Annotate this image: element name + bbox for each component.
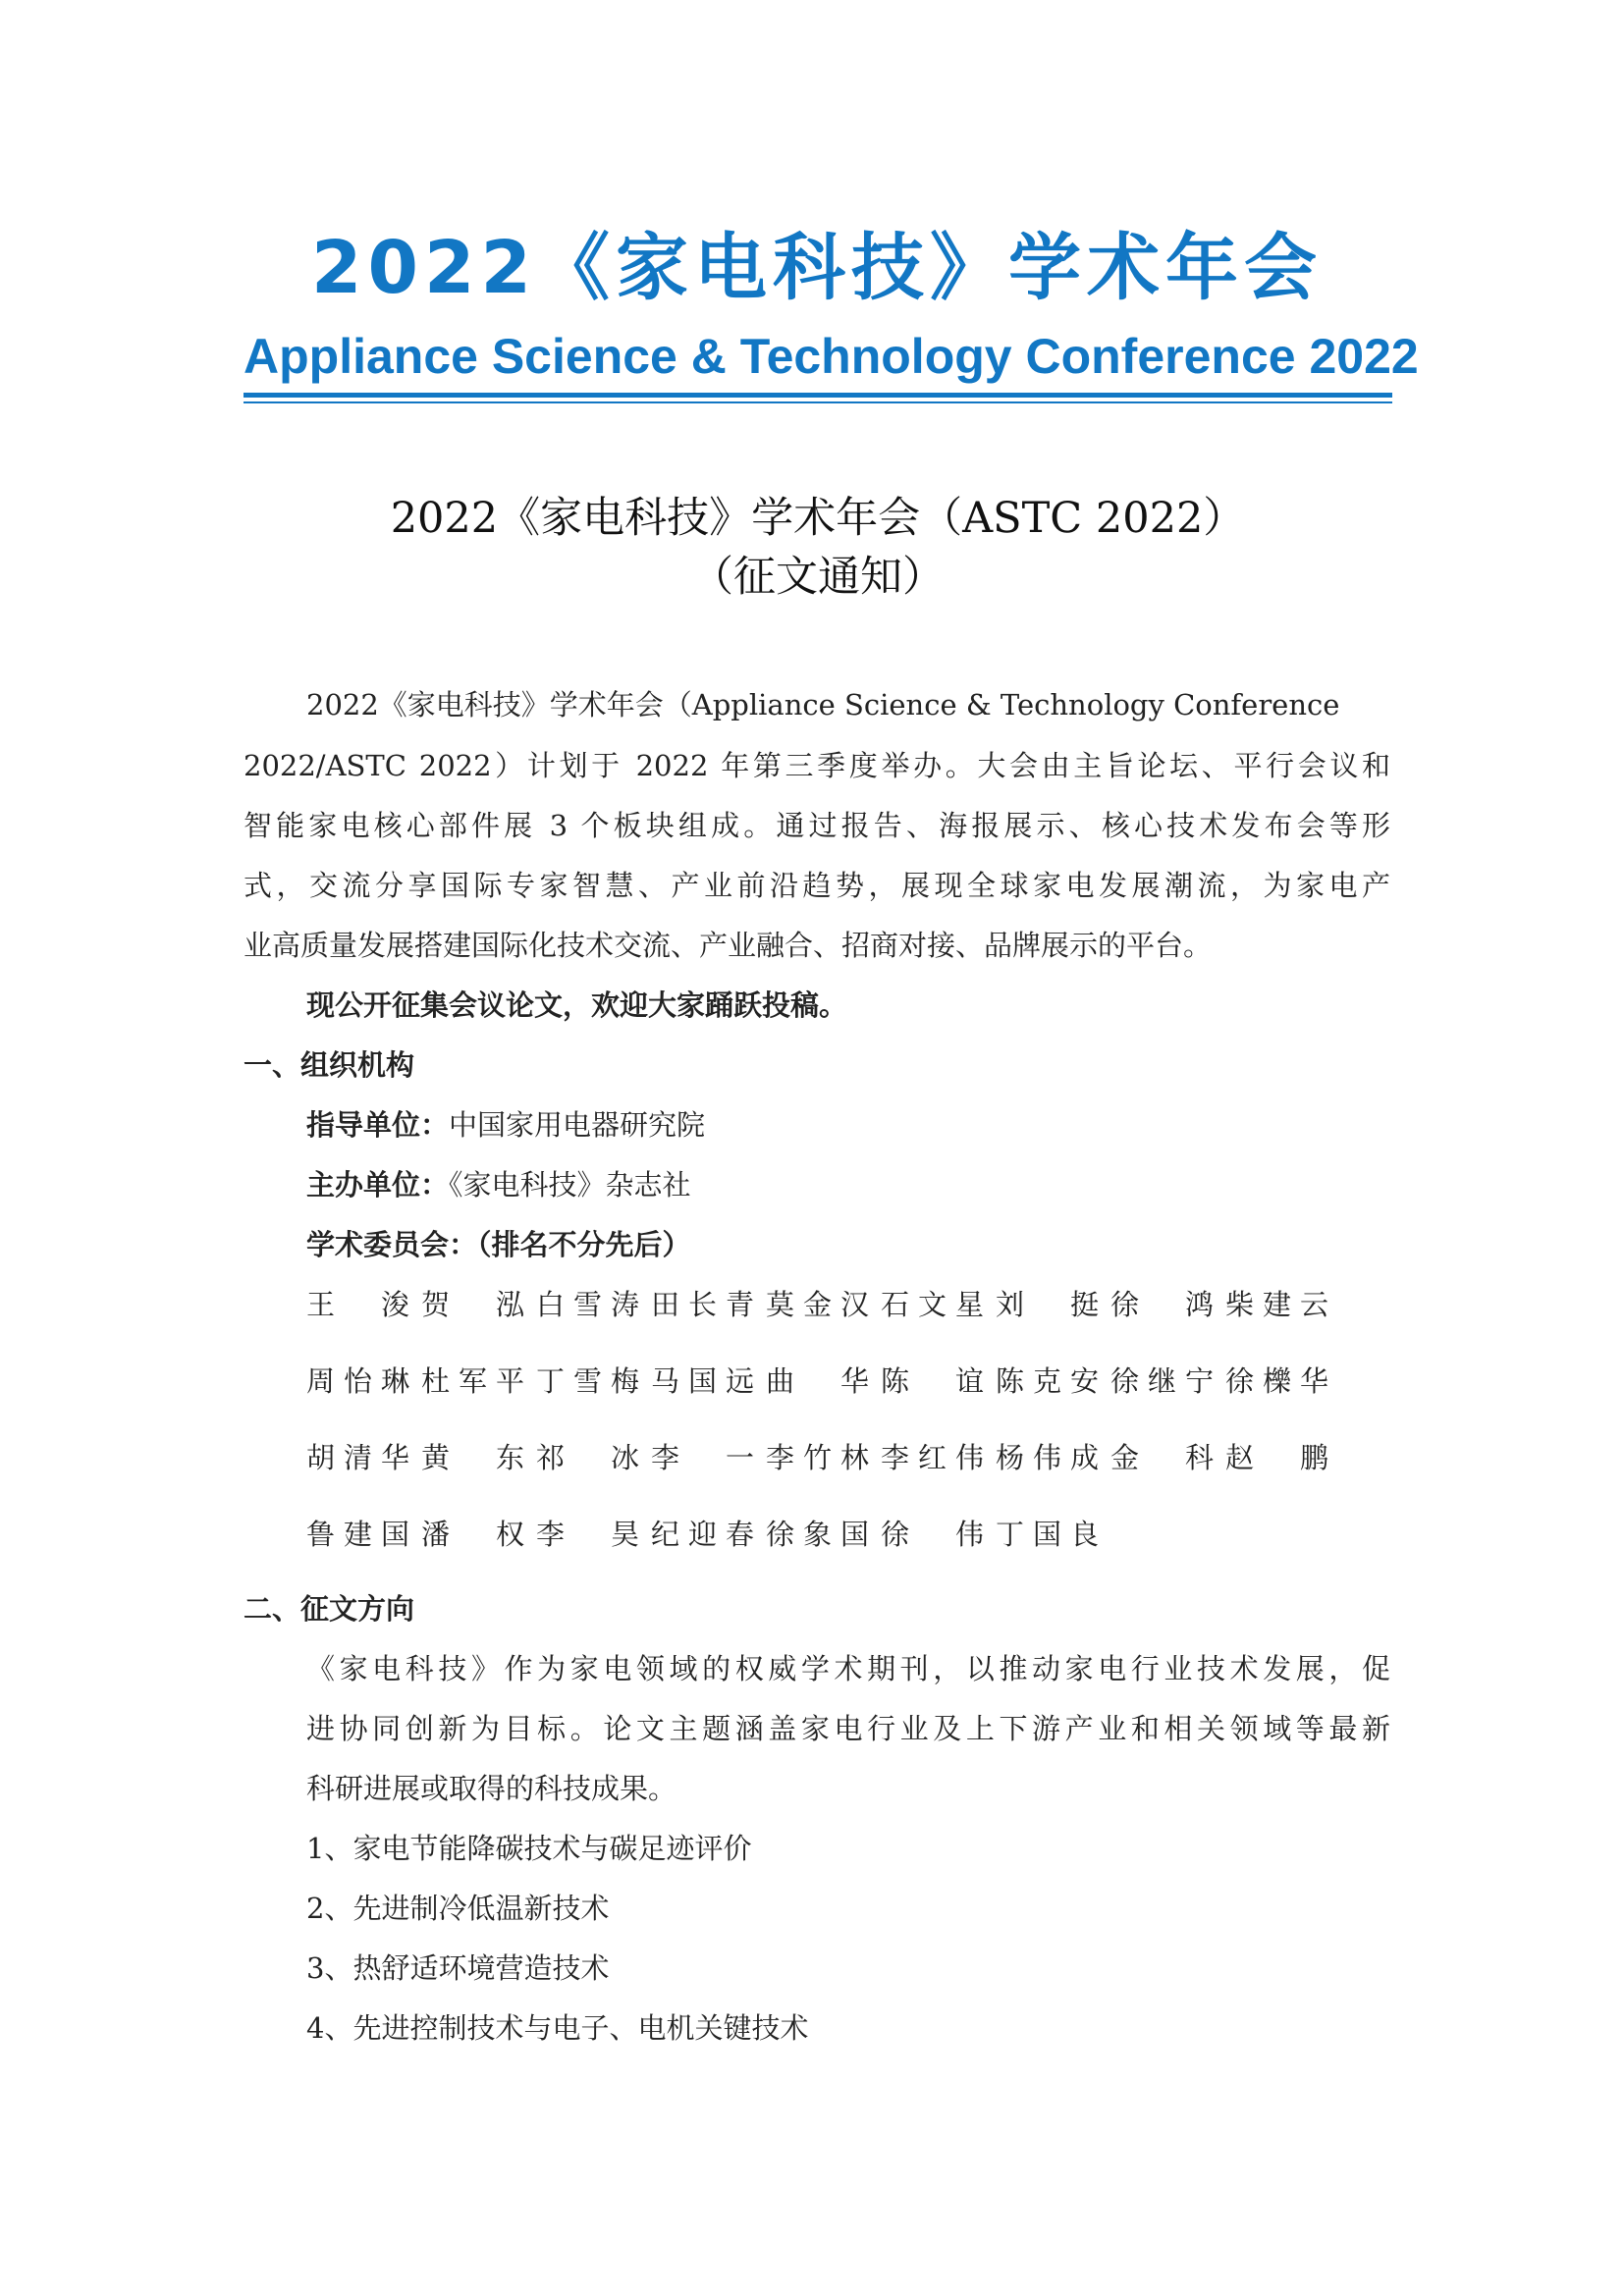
committee-member: 徐 鸿 bbox=[1110, 1288, 1215, 1321]
committee-member: 曲 华 bbox=[766, 1364, 870, 1398]
committee-member: 鲁 建 国 bbox=[306, 1518, 410, 1551]
topic-item: 4、先进控制技术与电子、电机关键技术 bbox=[306, 2011, 809, 2045]
committee-member: 金 科 bbox=[1110, 1441, 1215, 1474]
intro-line: 2022《家电科技》学术年会（Appliance Science & Technology Conference bbox=[306, 688, 1340, 721]
committee-member: 王 浚 bbox=[306, 1288, 410, 1321]
committee-member: 周 怡 琳 bbox=[306, 1364, 410, 1398]
section-heading-organization: 一、组织机构 bbox=[244, 1048, 415, 1082]
committee-member: 杜 军 平 bbox=[421, 1364, 525, 1398]
committee-member: 徐 继 宁 bbox=[1110, 1364, 1215, 1398]
committee-member: 柴 建 云 bbox=[1225, 1288, 1329, 1321]
guide-unit-value: 中国家用电器研究院 bbox=[449, 1108, 706, 1142]
committee-member: 李 昊 bbox=[536, 1518, 640, 1551]
conference-title-cn: 2022《家电科技》学术年会 bbox=[311, 226, 1323, 310]
committee-member: 李 一 bbox=[651, 1441, 755, 1474]
committee-row bbox=[306, 1512, 1327, 1557]
committee-member: 丁 雪 梅 bbox=[536, 1364, 640, 1398]
committee-label: 学术委员会：（排名不分先后） bbox=[306, 1228, 691, 1261]
committee-member: 李 竹 林 bbox=[766, 1441, 870, 1474]
topic-item: 2、先进制冷低温新技术 bbox=[306, 1892, 610, 1925]
committee-member: 胡 清 华 bbox=[306, 1441, 410, 1474]
conference-title-en: Appliance Science & Technology Conference 2022 bbox=[244, 329, 1419, 384]
host-unit bbox=[306, 1162, 691, 1207]
committee-member: 徐 伟 bbox=[881, 1518, 985, 1551]
committee-member: 白 雪 涛 bbox=[536, 1288, 640, 1321]
intro-line: 式，交流分享国际专家智慧、产业前沿趋势，展现全球家电发展潮流，为家电产 bbox=[244, 869, 1390, 902]
committee-member: 田 长 青 bbox=[651, 1288, 755, 1321]
committee-member: 陈 克 安 bbox=[996, 1364, 1100, 1398]
committee-member: 李 红 伟 bbox=[881, 1441, 985, 1474]
committee-member: 徐 櫟 华 bbox=[1225, 1364, 1329, 1398]
committee-member: 马 国 远 bbox=[651, 1364, 755, 1398]
topics-paragraph-line: 科研进展或取得的科技成果。 bbox=[306, 1772, 677, 1805]
committee-member: 莫 金 汉 bbox=[766, 1288, 870, 1321]
committee-member: 贺 泓 bbox=[421, 1288, 525, 1321]
topics-paragraph-line: 进协同创新为目标。论文主题涵盖家电行业及上下游产业和相关领域等最新 bbox=[306, 1712, 1390, 1745]
header-divider-thin bbox=[244, 401, 1392, 403]
topics-paragraph-line: 《家电科技》作为家电领域的权威学术期刊，以推动家电行业技术发展，促 bbox=[306, 1652, 1390, 1685]
committee-member: 赵 鹏 bbox=[1225, 1441, 1329, 1474]
committee-member: 祁 冰 bbox=[536, 1441, 640, 1474]
committee-row bbox=[306, 1359, 1327, 1404]
committee-member: 潘 权 bbox=[421, 1518, 525, 1551]
guide-unit-label: 指导单位： bbox=[306, 1108, 450, 1142]
topic-item: 1、家电节能降碳技术与碳足迹评价 bbox=[306, 1832, 752, 1865]
intro-line: 智能家电核心部件展 3 个板块组成。通过报告、海报展示、核心技术发布会等形 bbox=[244, 809, 1390, 842]
document-subtitle: （征文通知） bbox=[691, 553, 945, 602]
host-unit-value: 《家电科技》杂志社 bbox=[449, 1168, 691, 1201]
committee-member: 陈 谊 bbox=[881, 1364, 985, 1398]
guide-unit bbox=[306, 1102, 705, 1148]
committee-member: 石 文 星 bbox=[881, 1288, 985, 1321]
committee-member: 黄 东 bbox=[421, 1441, 525, 1474]
committee-member: 丁 国 良 bbox=[996, 1518, 1100, 1551]
intro-line: 2022/ASTC 2022）计划于 2022 年第三季度举办。大会由主旨论坛、平行会议和 bbox=[244, 749, 1390, 782]
committee-member: 杨 伟 成 bbox=[996, 1441, 1100, 1474]
section-heading-topics: 二、征文方向 bbox=[244, 1592, 415, 1626]
intro-line: 业高质量发展搭建国际化技术交流、产业融合、招商对接、品牌展示的平台。 bbox=[244, 929, 1213, 962]
call-for-papers: 现公开征集会议论文，欢迎大家踊跃投稿。 bbox=[306, 988, 848, 1022]
document-title: 2022《家电科技》学术年会（ASTC 2022） bbox=[390, 494, 1246, 543]
committee-member: 徐 象 国 bbox=[766, 1518, 870, 1551]
committee-row bbox=[306, 1282, 1327, 1327]
header-divider bbox=[244, 393, 1392, 398]
committee-member: 纪 迎 春 bbox=[651, 1518, 755, 1551]
committee-row bbox=[306, 1435, 1327, 1480]
host-unit-label: 主办单位： bbox=[306, 1168, 450, 1201]
committee-member: 刘 挺 bbox=[996, 1288, 1100, 1321]
topic-item: 3、热舒适环境营造技术 bbox=[306, 1951, 610, 1985]
